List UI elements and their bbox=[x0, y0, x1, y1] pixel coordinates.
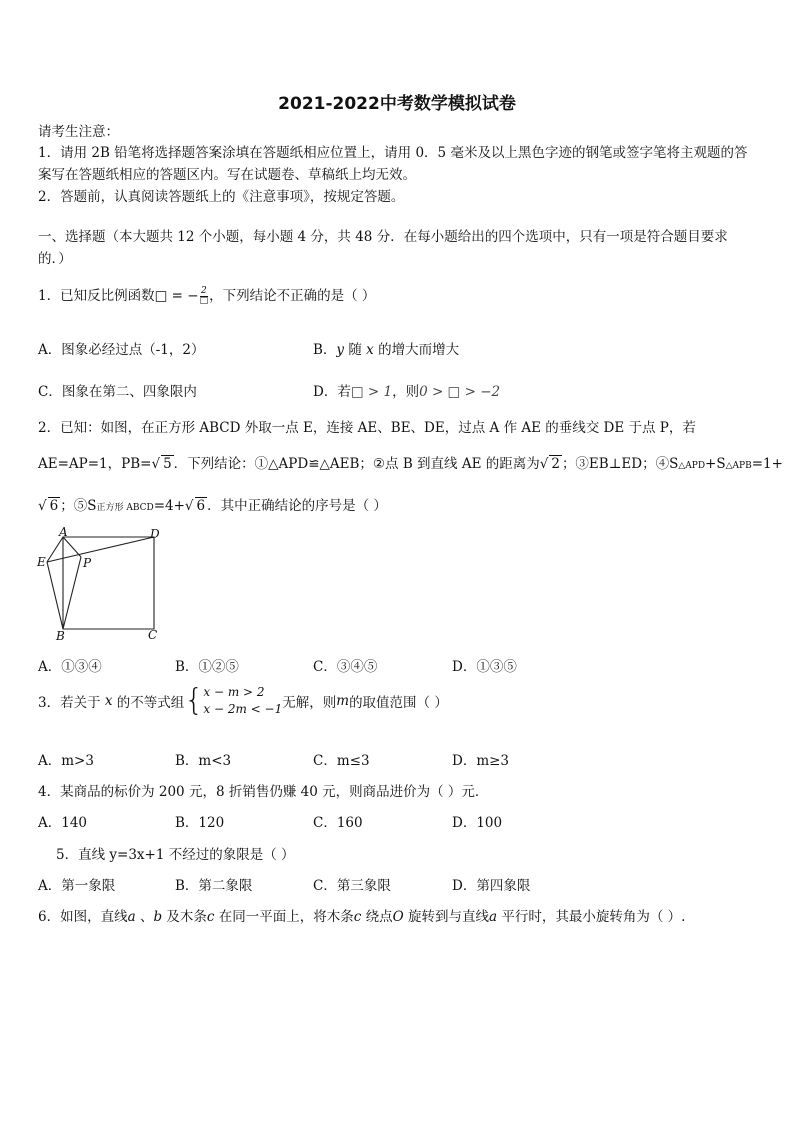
question-2-line-1: 2．已知：如图，在正方形 ABCD 外取一点 E，连接 AE、BE、DE，过点 A 作 AE 的垂线交 DE 于点 P，若 bbox=[38, 420, 696, 436]
q5-option-c: C．第三象限 bbox=[313, 878, 391, 894]
q5-option-b: B．第二象限 bbox=[175, 878, 253, 894]
q2-subscript-square: 正方形 ABCD bbox=[96, 503, 154, 513]
q6-var-c-2: c bbox=[353, 909, 362, 925]
q6-var-o: O bbox=[392, 909, 404, 925]
sqrt-2: √ 2 bbox=[539, 456, 560, 472]
label-d: D bbox=[150, 527, 160, 541]
q6-part-5: 绕点 bbox=[361, 909, 393, 925]
q2-line3-b: =4+ bbox=[153, 498, 185, 514]
section-heading-line-1: 一、选择题（本大题共 12 个小题，每小题 4 分，共 48 分．在每小题给出的四个选项中，只有一项是符合题目要求 bbox=[38, 229, 728, 245]
q6-var-a-2: a bbox=[489, 909, 498, 925]
notice-item-1-line-1: 1．请用 2B 铅笔将选择题答案涂填在答题纸相应位置上，请用 0．5 毫米及以上黑色字迹的钢笔或签字笔将主观题的答 bbox=[38, 145, 748, 161]
q4-option-b: B．120 bbox=[175, 815, 225, 831]
q1-fraction-numerator: 2 bbox=[200, 286, 207, 296]
sqrt-5-radicand: 5 bbox=[163, 456, 172, 472]
q3-inequality-system bbox=[203, 684, 282, 718]
q3-option-a: A．m>3 bbox=[38, 753, 94, 769]
q2-subscript-apd: △APD bbox=[678, 461, 706, 471]
question-3-stem bbox=[38, 684, 448, 718]
q1-option-b-suffix: 的增大而增大 bbox=[373, 342, 460, 358]
q3-x: x bbox=[104, 693, 113, 709]
q1-option-d bbox=[313, 380, 500, 400]
q2-line2-c: ；③EB⊥ED；④S bbox=[561, 456, 679, 472]
q2-option-c: C．③④⑤ bbox=[313, 659, 378, 675]
sqrt-5: √ 5 bbox=[151, 456, 172, 472]
q1-option-b-prefix: B． bbox=[313, 342, 337, 358]
question-6-stem bbox=[38, 905, 685, 925]
q3-inequality-1: x − m > 2 bbox=[203, 685, 265, 699]
q3-option-b: B．m<3 bbox=[175, 753, 232, 769]
q2-line3-c: ．其中正确结论的序号是（ ） bbox=[207, 498, 387, 514]
label-p: P bbox=[83, 556, 92, 570]
q1-fraction-denominator: □ bbox=[199, 296, 209, 306]
q1-option-b-x: x bbox=[366, 342, 374, 358]
q4-option-c: C．160 bbox=[313, 815, 363, 831]
q1-option-a: A．图象必经过点（-1，2） bbox=[38, 342, 205, 358]
segment-pb bbox=[63, 557, 81, 629]
q6-part-3: 及木条 bbox=[162, 909, 207, 925]
question-4-stem: 4．某商品的标价为 200 元，8 折销售仍赚 40 元，则商品进价为（ ）元． bbox=[38, 784, 489, 800]
q2-line3-a: ；⑤S bbox=[60, 498, 97, 514]
q3-prefix: 3．若关于 bbox=[38, 695, 105, 711]
page-title: 2021-2022中考数学模拟试卷 bbox=[278, 94, 516, 114]
q1-prefix: 1．已知反比例函数 bbox=[38, 288, 155, 304]
q3-option-c: C．m≤3 bbox=[313, 753, 370, 769]
q2-subscript-apb: △APB bbox=[725, 461, 752, 471]
q1-function-lhs: □ = − bbox=[154, 288, 199, 304]
q2-square-figure bbox=[34, 526, 164, 644]
q1-option-d-conclusion: 0 > □ > −2 bbox=[419, 384, 501, 400]
q1-option-b bbox=[313, 338, 459, 358]
sqrt-6-radicand: 6 bbox=[49, 498, 59, 514]
q2-line2-e: =1+ bbox=[751, 456, 783, 472]
q3-suffix-b: 的取值范围（ ） bbox=[349, 695, 448, 711]
q4-option-a: A．140 bbox=[38, 815, 88, 831]
q1-fraction bbox=[200, 287, 209, 306]
q6-var-b: b bbox=[153, 909, 163, 925]
q2-option-d: D．①③⑤ bbox=[452, 659, 517, 675]
q6-part-7: 平行时，其最小旋转角为（ ）. bbox=[497, 909, 686, 925]
q2-line2-d: +S bbox=[705, 456, 726, 472]
q2-option-b: B．①②⑤ bbox=[175, 659, 239, 675]
q4-option-d: D．100 bbox=[452, 815, 503, 831]
q3-suffix-a: 无解，则 bbox=[282, 695, 337, 711]
q2-line2-a: AE=AP=1，PB= bbox=[38, 456, 152, 472]
q6-part-4: 在同一平面上，将木条 bbox=[214, 909, 354, 925]
question-1-stem bbox=[38, 284, 375, 306]
sqrt-6-second: √ 6 bbox=[184, 498, 206, 514]
q3-brace: { bbox=[184, 683, 204, 718]
q3-option-d: D．m≥3 bbox=[452, 753, 510, 769]
q1-option-c: C．图象在第二、四象限内 bbox=[38, 384, 197, 400]
q1-option-b-mid: 随 bbox=[344, 342, 367, 358]
label-e: E bbox=[37, 555, 46, 569]
notice-item-2: 2．答题前，认真阅读答题纸上的《注意事项》，按规定答题。 bbox=[38, 189, 405, 205]
segment-ap bbox=[63, 537, 81, 557]
sqrt-6: √ 6 bbox=[38, 498, 59, 514]
q1-option-d-mid: ，则 bbox=[392, 384, 420, 400]
q6-var-a: a bbox=[127, 909, 136, 925]
sqrt-2-radicand: 2 bbox=[551, 456, 560, 472]
segment-ae bbox=[47, 537, 63, 562]
q1-option-d-prefix: D．若 bbox=[313, 384, 351, 400]
question-2-line-3 bbox=[38, 494, 387, 514]
q6-part-2: 、 bbox=[135, 909, 154, 925]
label-b: B bbox=[56, 629, 65, 643]
q6-var-c: c bbox=[206, 909, 215, 925]
notice-item-1-line-2: 案写在答题纸相应的答题区内。写在试题卷、草稿纸上均无效。 bbox=[38, 167, 416, 183]
q3-mid: 的不等式组 bbox=[112, 695, 185, 711]
q3-inequality-2: x − 2m < −1 bbox=[203, 702, 283, 716]
label-a: A bbox=[59, 526, 68, 539]
q1-suffix: ，下列结论不正确的是（ ） bbox=[209, 288, 376, 304]
q2-line2-b: ．下列结论：①△APD≌△AEB；②点 B 到直线 AE 的距离为 bbox=[173, 456, 540, 472]
question-2-line-2 bbox=[38, 452, 783, 472]
q3-m: m bbox=[336, 693, 350, 709]
section-heading-line-2: 的．） bbox=[38, 251, 72, 267]
label-c: C bbox=[148, 628, 158, 642]
q2-option-a: A．①③④ bbox=[38, 659, 102, 675]
q5-option-a: A．第一象限 bbox=[38, 878, 116, 894]
notice-heading: 请考生注意： bbox=[38, 124, 119, 140]
q6-part-1: 6．如图，直线 bbox=[38, 909, 128, 925]
q1-option-b-y: y bbox=[336, 342, 345, 358]
q1-option-d-condition: □ > 1 bbox=[350, 384, 393, 400]
sqrt-6-second-radicand: 6 bbox=[196, 498, 206, 514]
square-abcd bbox=[63, 537, 154, 629]
segment-eb bbox=[47, 562, 63, 629]
question-5-stem: 5．直线 y=3x+1 不经过的象限是（ ） bbox=[56, 847, 295, 863]
q6-part-6: 旋转到与直线 bbox=[403, 909, 489, 925]
q5-option-d: D．第四象限 bbox=[452, 878, 531, 894]
